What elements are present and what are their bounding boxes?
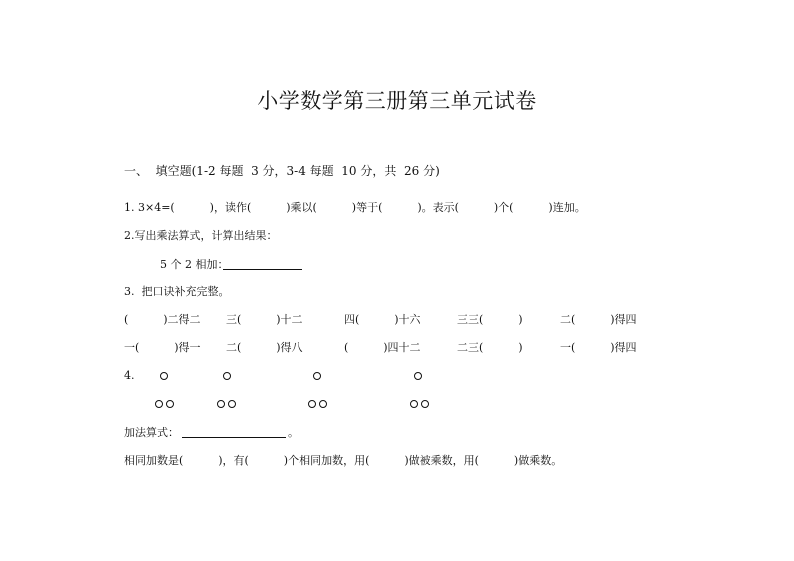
mnemonic-item: 二( )得八 [226, 341, 303, 354]
circle-icon [308, 400, 316, 408]
mnemonic-item: 四( )十六 [344, 313, 421, 326]
page-title: 小学数学第三册第三单元试卷 [257, 89, 537, 113]
section-heading: 一、 填空题(1-2 每题 3 分，3-4 每题 10 分，共 26 分) [124, 164, 440, 178]
question-2-prompt: 2.写出乘法算式，计算出结果： [124, 229, 278, 242]
circle-icon [313, 372, 321, 380]
circle-icon [421, 400, 429, 408]
circle-icon [217, 400, 225, 408]
circle-icon [410, 400, 418, 408]
mnemonic-item: 三( )十二 [226, 313, 303, 326]
question-4-label: 4. [124, 369, 135, 382]
mnemonic-item: 二( )得四 [560, 313, 637, 326]
question-3-prompt: 3. 把口诀补充完整。 [124, 285, 230, 298]
question-4-final: 相同加数是( )，有( )个相同加数，用( )做被乘数，用( )做乘数。 [124, 454, 563, 467]
circle-icon [160, 372, 168, 380]
addition-formula-end: 。 [288, 426, 299, 439]
circle-icon [166, 400, 174, 408]
mnemonic-item: 一( )得四 [560, 341, 637, 354]
question-2-line: 5 个 2 相加： [160, 258, 229, 271]
mnemonic-item: 二三( ) [457, 341, 523, 354]
circle-icon [228, 400, 236, 408]
circle-icon [223, 372, 231, 380]
addition-formula-label: 加法算式： [124, 426, 179, 439]
mnemonic-item: ( )二得二 [124, 313, 201, 326]
mnemonic-item: 三三( ) [457, 313, 523, 326]
circle-icon [155, 400, 163, 408]
mnemonic-item: 一( )得一 [124, 341, 201, 354]
answer-blank-underline [223, 269, 302, 270]
answer-blank-underline [182, 437, 286, 438]
question-1: 1. 3×4=( )，读作( )乘以( )等于( )。表示( )个( )连加。 [124, 201, 586, 214]
mnemonic-item: ( )四十二 [344, 341, 421, 354]
circle-icon [319, 400, 327, 408]
circle-icon [414, 372, 422, 380]
